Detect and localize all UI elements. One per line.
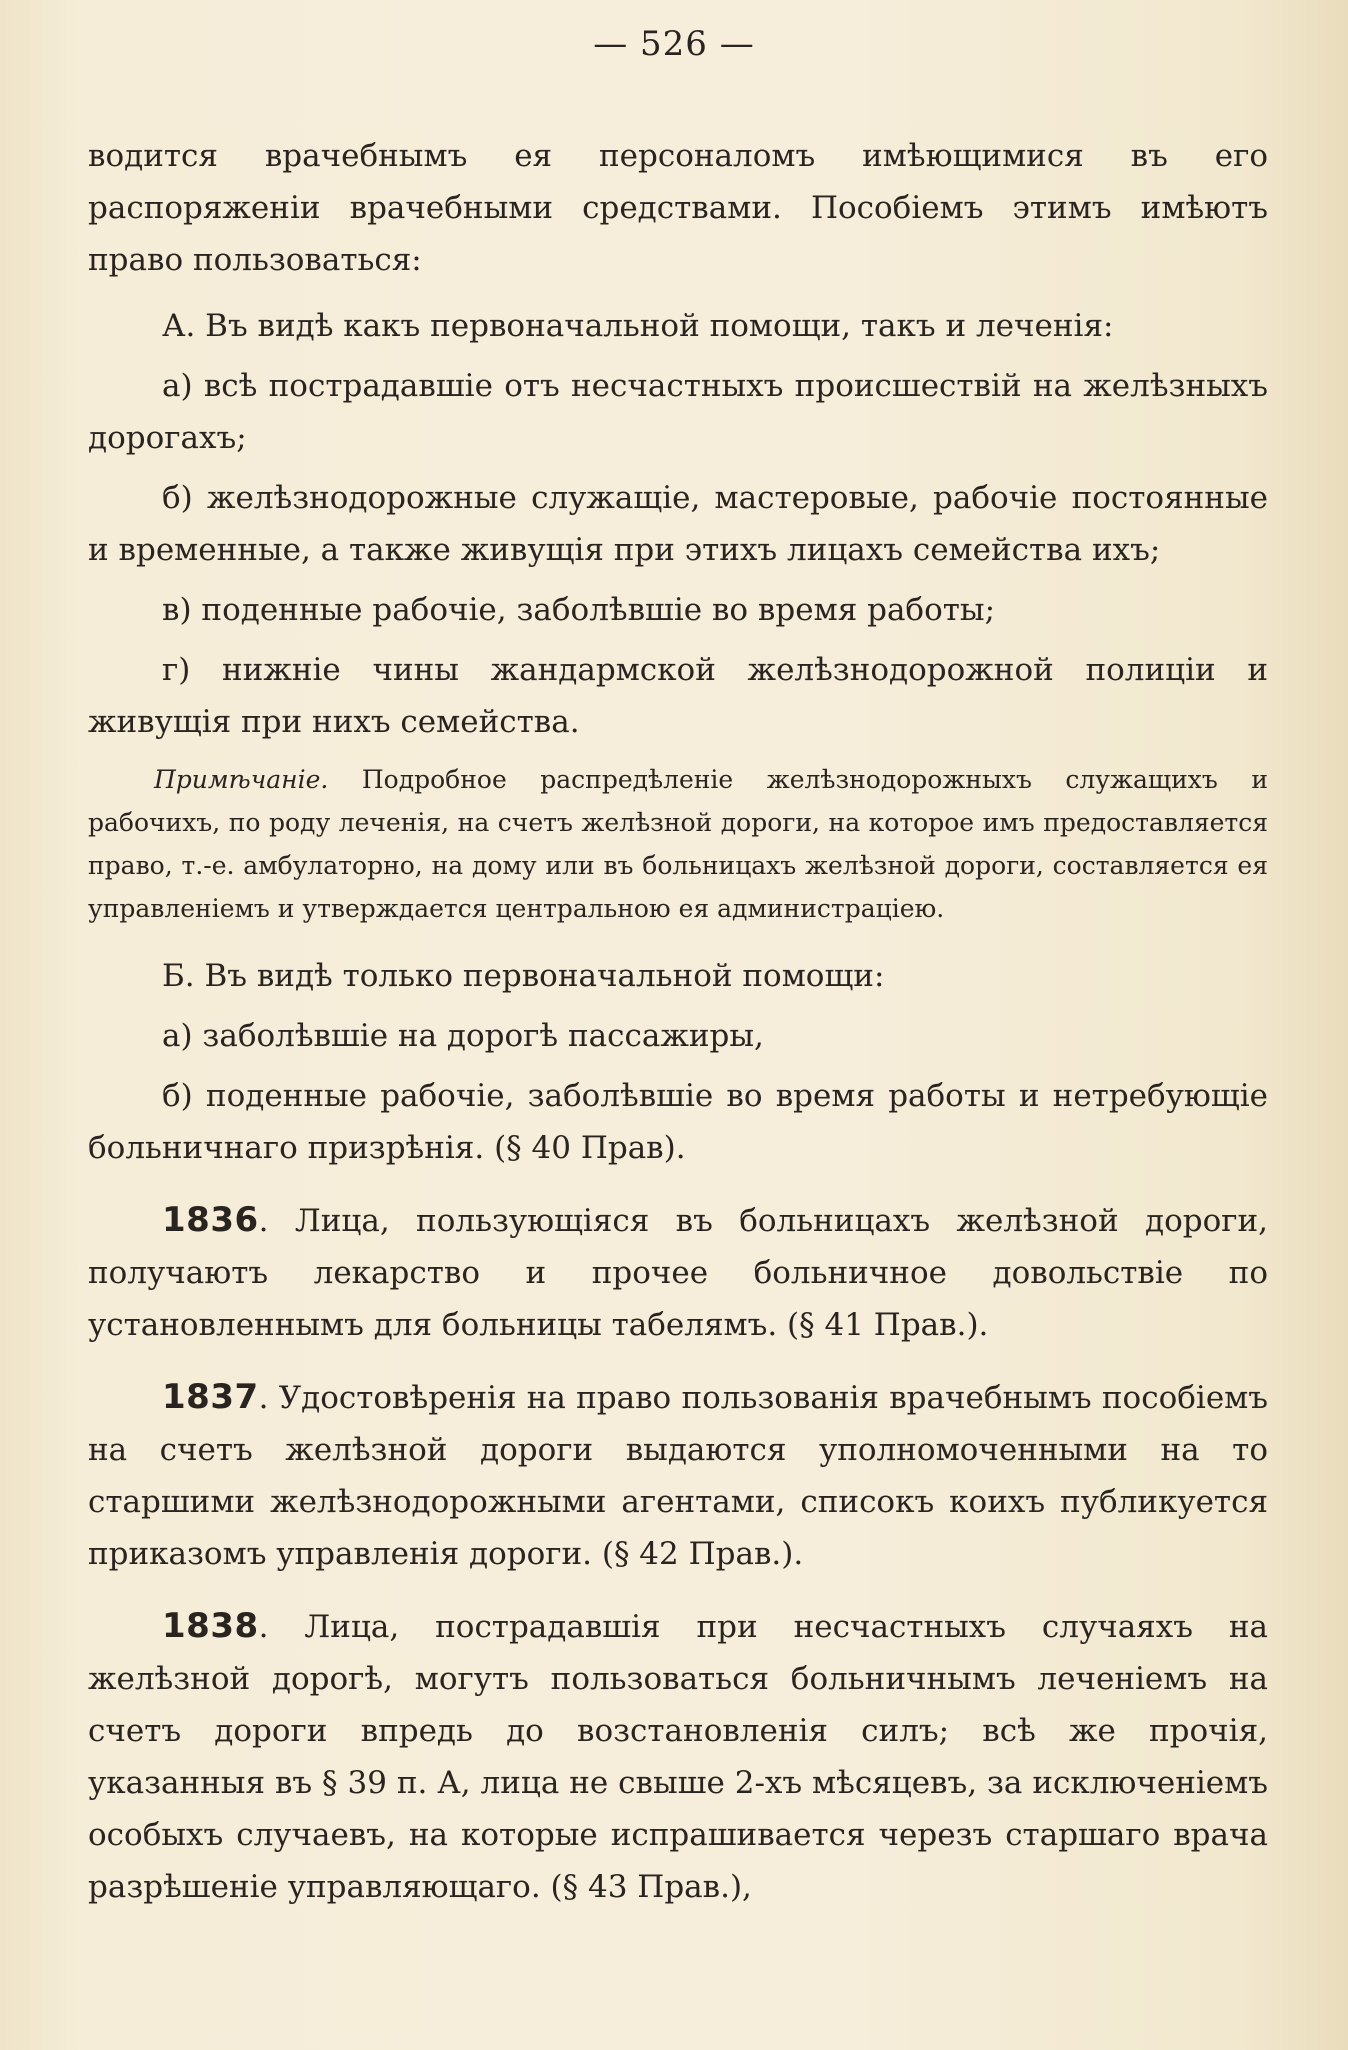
note-label: Примѣчаніе. [154,765,329,794]
section-a-heading: А. Въ видѣ какъ первоначальной помощи, такъ и леченія: [162,308,1114,344]
intro-paragraph: водится врачебнымъ ея персоналомъ имѣющимися въ его распоряженіи врачебными средствами. Пособіемъ этимъ имѣютъ право пользоваться: [88,138,1268,278]
article-text: . Удостовѣренія на право пользованія врачебнымъ пособіемъ на счетъ желѣзной дороги выдаются уполномоченными на то старшими желѣзнодорожными агентами, списокъ коихъ публикуется приказомъ управленія дороги. (§ 42 Прав.). [88,1380,1268,1572]
page-body [88,130,1268,1913]
section-a-item-g: г) нижніе чины жандармской желѣзнодорожной полиціи и живущія при нихъ семейства. [88,652,1268,740]
page-number: — 526 — [593,24,755,64]
section-b-item-a: а) заболѣвшіе на дорогѣ пассажиры, [162,1018,764,1054]
section-a-item-b: б) желѣзнодорожные служащіе, мастеровые, рабочіе постоянные и временные, а также живущія при этихъ лицахъ семейства ихъ; [88,480,1268,568]
article-1837 [88,1371,1268,1580]
article-number: 1837 [162,1377,259,1417]
article-text: . Лица, пострадавшія при несчастныхъ случаяхъ на желѣзной дорогѣ, могутъ пользоваться больничнымъ леченіемъ на счетъ дороги впредь до возстановленія силъ; всѣ же прочія, указанныя въ § 39 п. А, лица не свыше 2-хъ мѣсяцевъ, за исключеніемъ особыхъ случаевъ, на которые испрашивается черезъ старшаго врача разрѣшеніе управляющаго. (§ 43 Прав.), [88,1609,1268,1905]
section-a-item-v: в) поденные рабочіе, заболѣвшіе во время работы; [162,592,996,628]
section-b-item-b: б) поденные рабочіе, заболѣвшіе во время работы и нетребующіе больничнаго призрѣнія. (§ 40 Прав). [88,1078,1268,1166]
article-number: 1838 [162,1606,259,1646]
note-paragraph [88,758,1268,930]
section-b-heading: Б. Въ видѣ только первоначальной помощи: [162,958,885,994]
section-a-item-a: а) всѣ пострадавшіе отъ несчастныхъ происшествій на желѣзныхъ дорогахъ; [88,368,1268,456]
article-text: . Лица, пользующіяся въ больницахъ желѣзной дороги, получаютъ лекарство и прочее больничное довольствіе по установленнымъ для больницы табелямъ. (§ 41 Прав.). [88,1203,1268,1343]
note-text: Подробное распредѣленіе желѣзнодорожныхъ служащихъ и рабочихъ, по роду леченія, на счетъ желѣзной дороги, на которое имъ предоставляется право, т.-е. амбулаторно, на дому или въ больницахъ желѣзной дороги, составляется ея управленіемъ и утверждается центральною ея администраціею. [88,765,1268,923]
article-1838 [88,1600,1268,1913]
article-1836 [88,1194,1268,1351]
article-number: 1836 [162,1200,259,1240]
